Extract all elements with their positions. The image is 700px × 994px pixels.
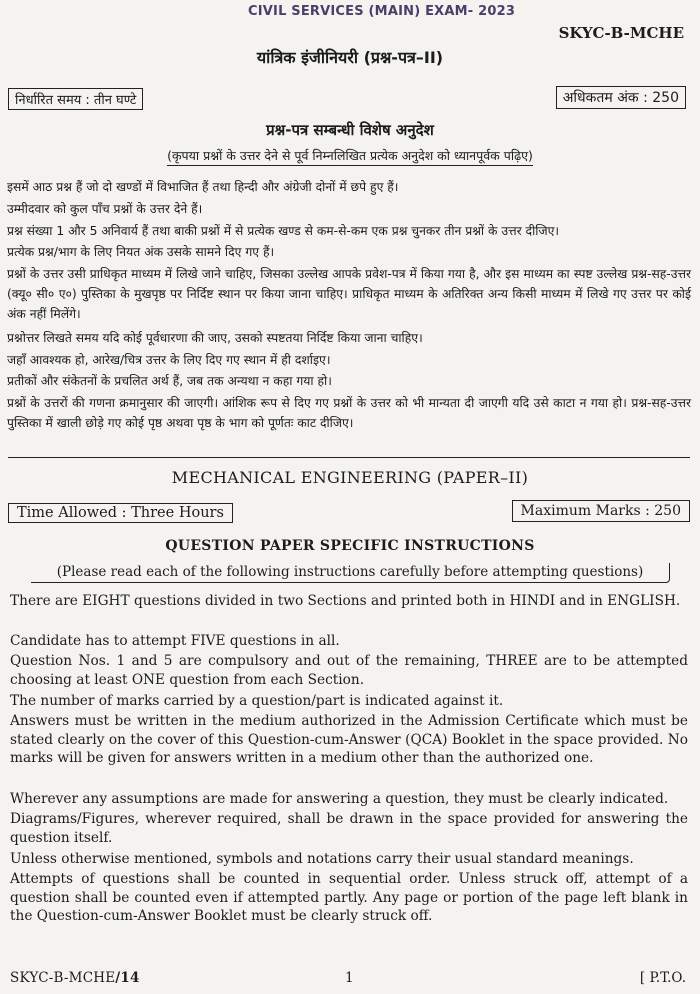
pto-label: [ P.T.O. (639, 970, 686, 986)
footer-code: SKYC-B-MCHE/14 (10, 970, 140, 986)
hindi-time-allowed: निर्धारित समय : तीन घण्टे (8, 88, 143, 110)
english-instruction: Candidate has to attempt FIVE questions in all. (10, 633, 340, 649)
hindi-instruction: उम्मीदवार को कुल पाँच प्रश्नों के उत्तर देने हैं। (7, 202, 203, 216)
exam-header: CIVIL SERVICES (MAIN) EXAM- 2023 (248, 4, 516, 19)
hindi-instruction: जहाँ आवश्यक हो, आरेख/चित्र उत्तर के लिए दिए गए स्थान में ही दर्शाइए। (7, 353, 331, 367)
english-instruction: Question Nos. 1 and 5 are compulsory and out of the remaining, THREE are to be attempted choosing at least ONE question from each Section. (10, 653, 688, 688)
hindi-instruction: प्रश्नों के उत्तर उसी प्राधिकृत माध्यम में लिखे जाने चाहिए, जिसका उल्लेख आपके प्रवेश-पत्र में किया गया है, और इस माध्यम का स्पष्ट उल्लेख प्रश्न-सह-उत्तर (क्यू० सी० ए०) पुस्तिका के मुखपृष्ठ पर निर्दिष्ट स्थान पर किया जाना चाहिए। प्राधिकृत माध्यम के अतिरिक्त अन्य किसी माध्यम में लिखे गए उत्तर पर कोई अंक नहीं मिलेंगे। (7, 267, 691, 321)
hindi-instruction: प्रश्नों के उत्तरों की गणना क्रमानुसार की जाएगी। आंशिक रूप से दिए गए प्रश्नों के उत्तर को भी मान्यता दी जाएगी यदि उसे काटा न गया हो। प्रश्न-सह-उत्तर पुस्तिका में खाली छोड़े गए कोई पृष्ठ अथवा पृष्ठ के भाग को पूर्णतः काट दीजिए। (7, 396, 691, 430)
english-instructions-subtitle: (Please read each of the following instructions carefully before attempting questions) (31, 563, 670, 583)
english-instruction: There are EIGHT questions divided in two Sections and printed both in HINDI and in ENGLISH. (10, 593, 681, 609)
english-time-allowed: Time Allowed : Three Hours (8, 503, 233, 523)
hindi-instruction: प्रत्येक प्रश्न/भाग के लिए नियत अंक उसके सामने दिए गए हैं। (7, 245, 275, 259)
english-instruction: Unless otherwise mentioned, symbols and notations carry their usual standard meanings. (10, 851, 634, 867)
hindi-paper-title: यांत्रिक इंजीनियरी (प्रश्न-पत्र–II) (256, 48, 444, 67)
hindi-instruction: इसमें आठ प्रश्न हैं जो दो खण्डों में विभाजित हैं तथा हिन्दी और अंग्रेजी दोनों में छपे हुए हैं। (7, 180, 399, 194)
english-instruction: Answers must be written in the medium authorized in the Admission Certificate which must be stated clearly on the cover of this Question-cum-Answer (QCA) Booklet in the space provided. No marks will be given for answers written in a medium other than the authorized one. (10, 713, 688, 767)
hindi-instructions-title: प्रश्न-पत्र सम्बन्धी विशेष अनुदेश (266, 121, 434, 139)
hindi-instruction: प्रतीकों और संकेतनों के प्रचलित अर्थ हैं, जब तक अन्यथा न कहा गया हो। (7, 374, 332, 388)
hindi-instructions-subtitle: (कृपया प्रश्नों के उत्तर देने से पूर्व निम्नलिखित प्रत्येक अनुदेश को ध्यानपूर्वक पढ़िए) (0, 147, 700, 164)
english-instruction: Diagrams/Figures, wherever required, shall be drawn in the space provided for answering the question itself. (10, 811, 688, 846)
paper-code: SKYC-B-MCHE (558, 24, 684, 42)
english-instruction: Wherever any assumptions are made for answering a question, they must be clearly indicated. (10, 791, 669, 807)
english-max-marks: Maximum Marks : 250 (512, 500, 690, 522)
english-instruction: The number of marks carried by a question/part is indicated against it. (10, 693, 504, 709)
page-number: 1 (345, 970, 354, 986)
section-divider (8, 457, 690, 458)
english-paper-title: MECHANICAL ENGINEERING (PAPER–II) (171, 468, 529, 487)
hindi-max-marks: अधिकतम अंक : 250 (556, 86, 686, 109)
hindi-instruction: प्रश्नोत्तर लिखते समय यदि कोई पूर्वधारणा की जाए, उसको स्पष्टतया निर्दिष्ट किया जाना चाहिए। (7, 331, 423, 345)
english-instruction: Attempts of questions shall be counted in sequential order. Unless struck off, attempt of a question shall be counted even if attempted partly. Any page or portion of the page left blank in the Question-cum-Answer Booklet must be clearly struck off. (10, 871, 688, 925)
english-instructions-title: QUESTION PAPER SPECIFIC INSTRUCTIONS (165, 538, 535, 554)
hindi-instruction: प्रश्न संख्या 1 और 5 अनिवार्य हैं तथा बाकी प्रश्नों में से प्रत्येक खण्ड से कम-से-कम एक प्रश्न चुनकर तीन प्रश्नों के उत्तर दीजिए। (7, 224, 560, 238)
